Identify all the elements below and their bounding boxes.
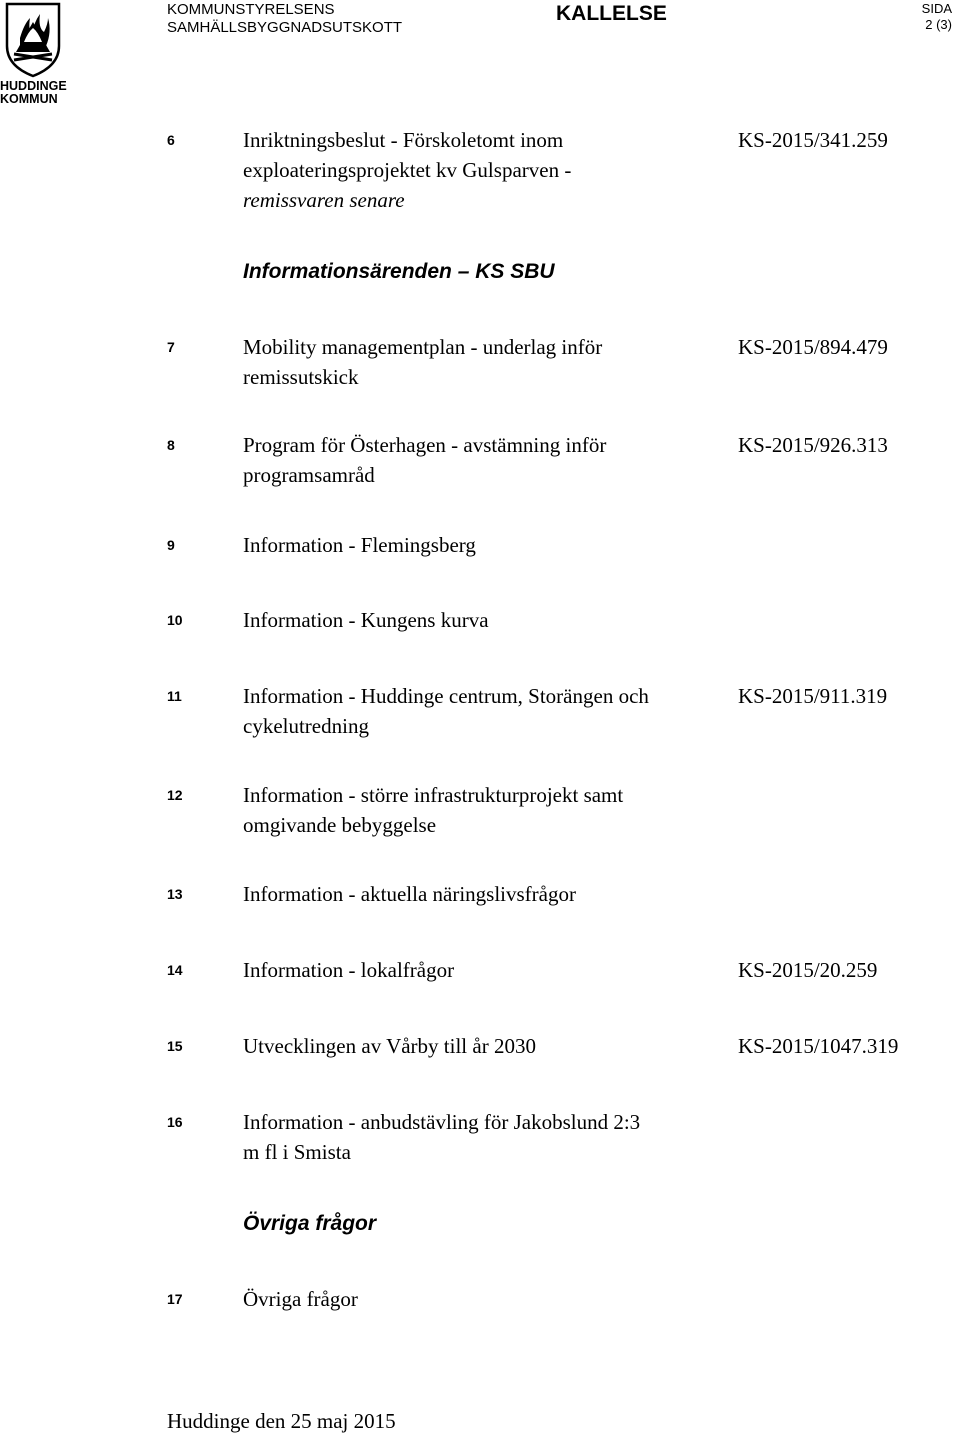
item-title-line: Mobility managementplan - underlag inför — [243, 335, 603, 359]
item-number: 13 — [167, 886, 183, 902]
item-title-line: Program för Österhagen - avstämning inför — [243, 433, 607, 457]
item-title-note: remissvaren senare — [243, 188, 405, 212]
item-title — [243, 780, 703, 840]
item-number: 8 — [167, 437, 175, 453]
item-number: 7 — [167, 339, 175, 355]
section-heading-other: Övriga frågor — [243, 1212, 377, 1235]
item-title: Utvecklingen av Vårby till år 2030 — [243, 1034, 536, 1058]
item-title — [243, 681, 703, 741]
item-title-line: remissutskick — [243, 365, 359, 389]
logo-text-line2: KOMMUN — [0, 92, 58, 106]
place-and-date: Huddinge den 25 maj 2015 — [167, 1409, 396, 1433]
org-line1: KOMMUNSTYRELSENS — [167, 1, 335, 18]
item-title: Övriga frågor — [243, 1287, 358, 1311]
org-line2: SAMHÄLLSBYGGNADSUTSKOTT — [167, 19, 403, 36]
item-title — [243, 332, 703, 392]
item-title: Information - lokalfrågor — [243, 958, 455, 982]
item-title: Information - aktuella näringslivsfrågor — [243, 882, 576, 906]
case-reference: KS-2015/926.313 — [738, 433, 888, 457]
item-title-line: exploateringsprojektet kv Gulsparven - — [243, 158, 572, 182]
item-title-line: Inriktningsbeslut - Förskoletomt inom — [243, 128, 564, 152]
item-number: 12 — [167, 787, 183, 803]
item-title-line: Information - anbudstävling för Jakobslund 2:3 — [243, 1110, 641, 1134]
document-type: KALLELSE — [556, 2, 667, 25]
item-title: Information - Kungens kurva — [243, 608, 489, 632]
item-title — [243, 430, 703, 490]
case-reference: KS-2015/894.479 — [738, 335, 888, 359]
huddinge-kommun-logo — [0, 0, 72, 108]
item-number: 16 — [167, 1114, 183, 1130]
item-number: 17 — [167, 1291, 183, 1307]
item-title — [243, 125, 703, 215]
page-indicator — [922, 1, 952, 33]
item-title-line: omgivande bebyggelse — [243, 813, 437, 837]
case-reference: KS-2015/1047.319 — [738, 1034, 899, 1058]
case-reference: KS-2015/911.319 — [738, 684, 888, 708]
item-number: 14 — [167, 962, 183, 978]
item-title-line: m fl i Smista — [243, 1140, 351, 1164]
item-title-line: Information - Huddinge centrum, Storängen och — [243, 684, 649, 708]
item-title: Information - Flemingsberg — [243, 533, 476, 557]
item-title-line: Information - större infrastrukturprojekt samt — [243, 783, 624, 807]
item-title-line: programsamråd — [243, 463, 375, 487]
page-label: SIDA — [921, 1, 952, 16]
item-number: 10 — [167, 612, 183, 628]
item-number: 6 — [167, 132, 175, 148]
coat-of-arms-icon — [4, 2, 62, 78]
case-reference: KS-2015/20.259 — [738, 958, 878, 982]
item-title-line: cykelutredning — [243, 714, 369, 738]
section-heading-information: Informationsärenden – KS SBU — [243, 260, 555, 283]
case-reference: KS-2015/341.259 — [738, 128, 888, 152]
item-title — [243, 1107, 703, 1167]
item-number: 11 — [167, 688, 182, 704]
page-number: 2 (3) — [925, 17, 952, 32]
logo-text-line1: HUDDINGE — [0, 79, 67, 93]
committee-name — [167, 1, 402, 37]
item-number: 9 — [167, 537, 175, 553]
item-number: 15 — [167, 1038, 183, 1054]
